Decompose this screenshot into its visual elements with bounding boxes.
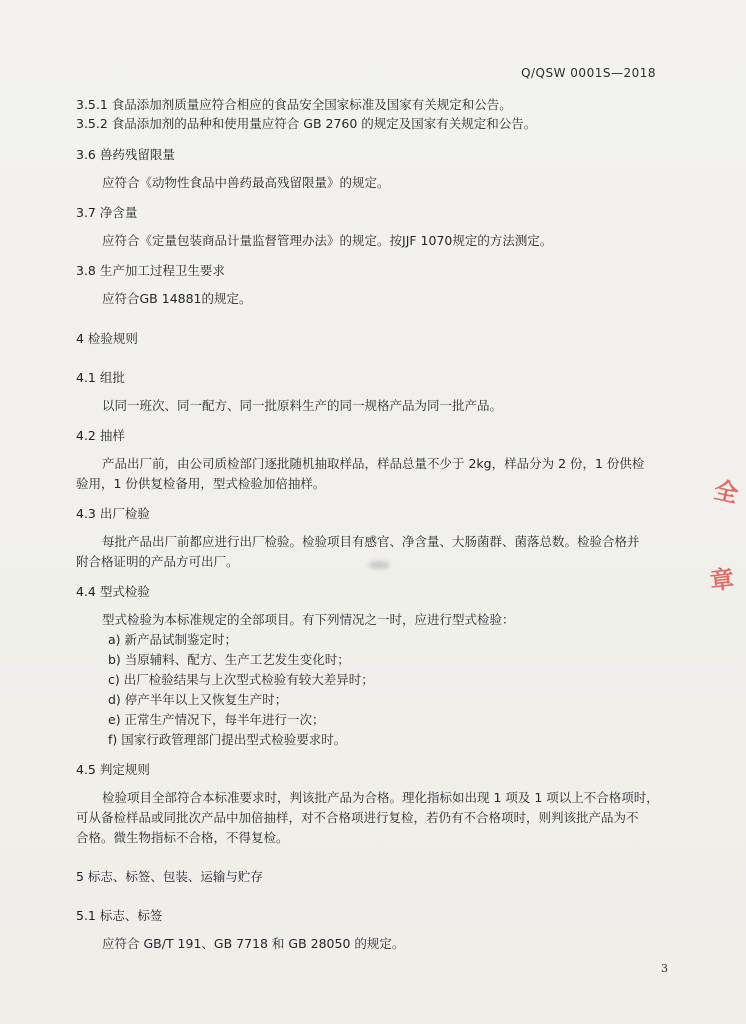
clause-4-1-body: 以同一班次、同一配方、同一批原料生产的同一规格产品为同一批产品。	[102, 398, 503, 413]
clause-4-4-item-d: d) 停产半年以上又恢复生产时；	[108, 692, 288, 707]
stamp-glyph-bottom: 章	[708, 564, 736, 596]
clause-4-5-line1: 检验项目全部符合本标准要求时，判该批产品为合格。理化指标如出现 1 项及 1 项以上不合格项时，	[102, 790, 659, 805]
heading-4-5: 4.5 判定规则	[76, 762, 150, 777]
clause-4-3-line1: 每批产品出厂前都应进行出厂检验。检验项目有感官、净含量、大肠菌群、菌落总数。检验合格并	[102, 534, 640, 549]
clause-4-4-item-e: e) 正常生产情况下，每半年进行一次；	[108, 712, 325, 727]
clause-4-2-line1: 产品出厂前，由公司质检部门逐批随机抽取样品，样品总量不少于 2kg，样品分为 2 份，1 份供检	[102, 456, 645, 471]
clause-4-4-item-c: c) 出厂检验结果与上次型式检验有较大差异时；	[108, 672, 374, 687]
heading-3-8: 3.8 生产加工过程卫生要求	[76, 263, 225, 278]
document-code: Q/QSW 0001S—2018	[521, 66, 656, 80]
heading-4-1: 4.1 组批	[76, 370, 125, 385]
clause-5-1-body: 应符合 GB/T 191、GB 7718 和 GB 28050 的规定。	[102, 936, 405, 951]
heading-3-6: 3.6 兽药残留限量	[76, 147, 175, 162]
heading-3-7: 3.7 净含量	[76, 205, 138, 220]
clause-4-4-item-a: a) 新产品试制鉴定时；	[108, 632, 238, 647]
clause-4-3-line2: 附合格证明的产品方可出厂。	[76, 554, 239, 569]
clause-3-6-body: 应符合《动物性食品中兽药最高残留限量》的规定。	[102, 175, 390, 190]
clause-4-4-item-b: b) 当原辅料、配方、生产工艺发生变化时；	[108, 652, 350, 667]
heading-4: 4 检验规则	[76, 331, 138, 346]
clause-3-5-1: 3.5.1 食品添加剂质量应符合相应的食品安全国家标准及国家有关规定和公告。	[76, 97, 512, 112]
heading-4-3: 4.3 出厂检验	[76, 506, 150, 521]
heading-5-1: 5.1 标志、标签	[76, 908, 163, 923]
clause-3-5-2: 3.5.2 食品添加剂的品种和使用量应符合 GB 2760 的规定及国家有关规定和公告。	[76, 116, 537, 131]
clause-4-4-item-f: f) 国家行政管理部门提出型式检验要求时。	[108, 732, 347, 747]
heading-4-4: 4.4 型式检验	[76, 584, 150, 599]
clause-3-7-body: 应符合《定量包装商品计量监督管理办法》的规定。按JJF 1070规定的方法测定。	[102, 233, 553, 248]
clause-4-5-line2: 可从备检样品或同批次产品中加倍抽样，对不合格项进行复检，若仍有不合格项时，则判该批产品为不	[76, 810, 639, 825]
stamp-glyph-top: 全	[711, 475, 741, 509]
red-seal-stamp	[706, 470, 746, 610]
scan-smudge	[368, 561, 390, 569]
clause-4-4-intro: 型式检验为本标准规定的全部项目。有下列情况之一时，应进行型式检验：	[102, 612, 515, 627]
clause-3-8-body: 应符合GB 14881的规定。	[102, 291, 252, 306]
clause-4-2-line2: 验用，1 份供复检备用，型式检验加倍抽样。	[76, 476, 326, 491]
clause-4-5-line3: 合格。微生物指标不合格，不得复检。	[76, 830, 289, 845]
page-number: 3	[661, 962, 668, 975]
heading-4-2: 4.2 抽样	[76, 428, 125, 443]
heading-5: 5 标志、标签、包装、运输与贮存	[76, 869, 263, 884]
